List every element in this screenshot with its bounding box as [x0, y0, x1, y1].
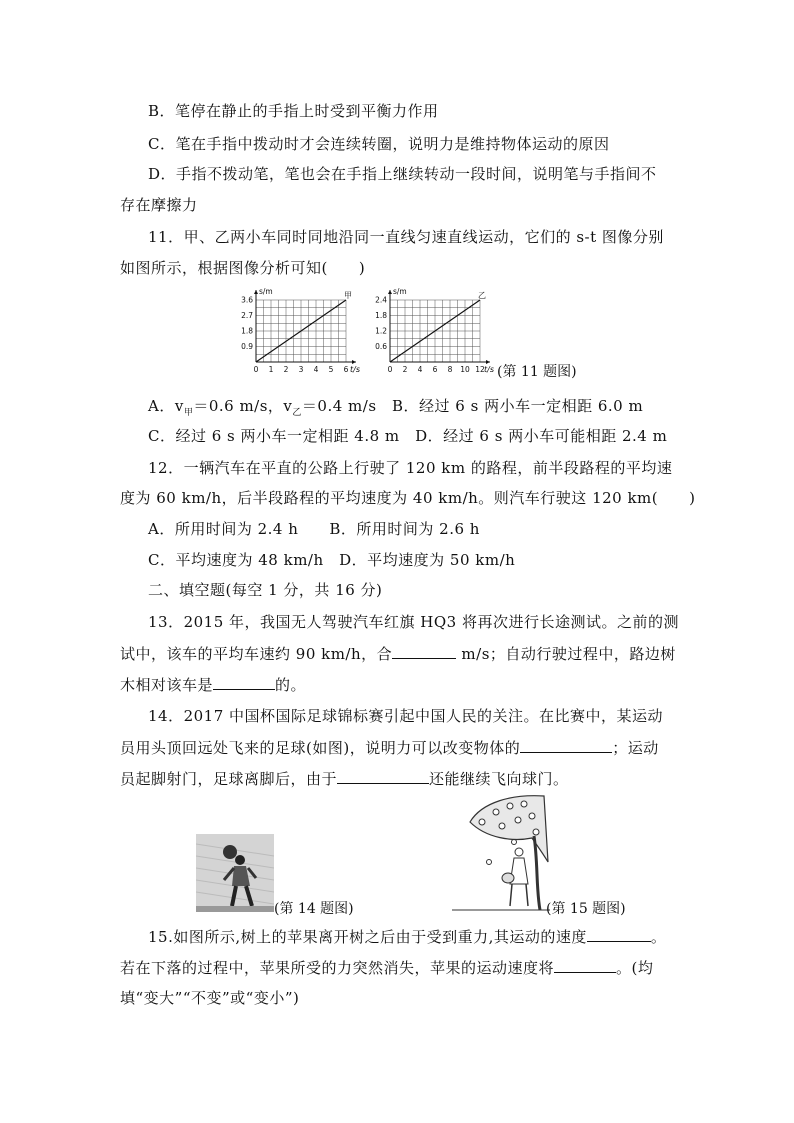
q14-line2: 员用头顶回远处飞来的足球(如图)，说明力可以改变物体的 ；运动 [120, 739, 659, 757]
x-tick-label: 8 [447, 365, 453, 374]
apple-tree-illustration [452, 792, 550, 916]
q11-line1: 11．甲、乙两小车同时同地沿同一直线匀速直线运动，它们的 s-t 图像分别 [148, 228, 664, 246]
x-tick-label: 3 [298, 365, 304, 374]
y-tick-label: 2.4 [375, 295, 387, 305]
q11-line2: 如图所示，根据图像分析可知( ) [120, 259, 366, 277]
fig15-caption: (第 15 题图) [546, 901, 626, 917]
x-tick-label: 4 [313, 365, 319, 374]
q12-line2: 度为 60 km/h，后半段路程的平均速度为 40 km/h。则汽车行驶这 120 km( ) [120, 489, 696, 507]
series-label: 甲 [344, 291, 352, 300]
y-tick-label: 1.8 [375, 311, 387, 320]
q12-line1: 12．一辆汽车在平直的公路上行驶了 120 km 的路程，前半段路程的平均速 [148, 459, 673, 477]
x-tick-label: 0 [253, 365, 259, 374]
x-tick-label: 4 [417, 365, 423, 374]
chart-yi [366, 284, 506, 378]
section-2-heading: 二、填空题(每空 1 分，共 16 分) [148, 581, 383, 599]
y-tick-label: 0.6 [375, 342, 387, 351]
x-axis-arrow [352, 360, 356, 364]
x-axis-arrow [486, 360, 490, 364]
y-tick-label: 3.6 [241, 295, 253, 305]
option-b: B．笔停在静止的手指上时受到平衡力作用 [148, 102, 439, 120]
option-d-line1: D．手指不拨动笔，笔也会在手指上继续转动一段时间，说明笔与手指间不 [148, 165, 657, 183]
q14-blank-1[interactable] [520, 737, 612, 753]
x-tick-label: 12 [475, 365, 485, 374]
q13-blank-2[interactable] [213, 674, 275, 690]
q13-line3: 木相对该车是 的。 [120, 676, 307, 694]
x-tick-label: 0 [387, 365, 393, 374]
y-axis-arrow [388, 290, 392, 294]
y-axis-label: s/m [259, 287, 273, 296]
q15-blank-1[interactable] [587, 926, 651, 942]
q11-options-cd: C．经过 6 s 两小车一定相距 4.8 m D．经过 6 s 两小车可能相距 2.4 m [148, 427, 668, 445]
y-tick-label: 0.9 [241, 342, 253, 351]
series-label: 乙 [478, 291, 486, 300]
x-tick-label: 10 [460, 365, 470, 374]
y-axis-label: s/m [393, 287, 407, 296]
soccer-player-illustration [196, 834, 274, 912]
y-axis-arrow [254, 290, 258, 294]
q11-options-ab: A．$v_甲=0.6$ m/s，$v_乙=0.4$ m/s B．经过 6 s 两小车一定相距 6.0 m [148, 397, 644, 418]
q15-blank-2[interactable] [554, 957, 616, 973]
q14-blank-2[interactable] [337, 768, 429, 784]
x-tick-label: 2 [283, 365, 289, 374]
x-tick-label: 1 [268, 365, 274, 374]
option-d-line2: 存在摩擦力 [120, 196, 198, 214]
y-tick-label: 2.7 [241, 311, 253, 320]
fig14-caption: (第 14 题图) [274, 901, 354, 917]
x-tick-label: 6 [432, 365, 438, 374]
q15-line2: 若在下落的过程中，苹果所受的力突然消失，苹果的运动速度将 。(均 [120, 959, 654, 977]
y-tick-label: 1.8 [241, 326, 253, 336]
q13-line1: 13．2015 年，我国无人驾驶汽车红旗 HQ3 将再次进行长途测试。之前的测 [148, 613, 679, 631]
q13-line2: 试中，该车的平均车速约 90 km/h，合 m/s；自动行驶过程中，路边树 [120, 645, 676, 663]
q12-options-cd: C．平均速度为 48 km/h D．平均速度为 50 km/h [148, 551, 516, 569]
q14-line3: 员起脚射门，足球离脚后，由于 还能继续飞向球门。 [120, 770, 569, 788]
x-tick-label: 2 [402, 365, 408, 374]
q15-line3: 填“变大”“不变”或“变小”) [120, 989, 300, 1007]
y-tick-label: 1.2 [375, 326, 387, 336]
x-axis-label: t/s [350, 365, 360, 374]
q12-options-ab: A．所用时间为 2.4 h B．所用时间为 2.6 h [148, 520, 480, 538]
x-axis-label: t/s [484, 365, 494, 374]
x-tick-label: 5 [328, 365, 334, 374]
q13-blank-1[interactable] [392, 643, 456, 659]
option-c: C．笔在手指中拨动时才会连续转圈，说明力是维持物体运动的原因 [148, 135, 610, 153]
q15-line1: 15.如图所示,树上的苹果离开树之后由于受到重力,其运动的速度 。 [148, 928, 667, 946]
fig11-caption: (第 11 题图) [497, 364, 577, 380]
x-tick-label: 6 [343, 365, 349, 374]
chart-jia [232, 284, 372, 378]
q14-line1: 14．2017 中国杯国际足球锦标赛引起中国人民的关注。在比赛中，某运动 [148, 707, 664, 725]
